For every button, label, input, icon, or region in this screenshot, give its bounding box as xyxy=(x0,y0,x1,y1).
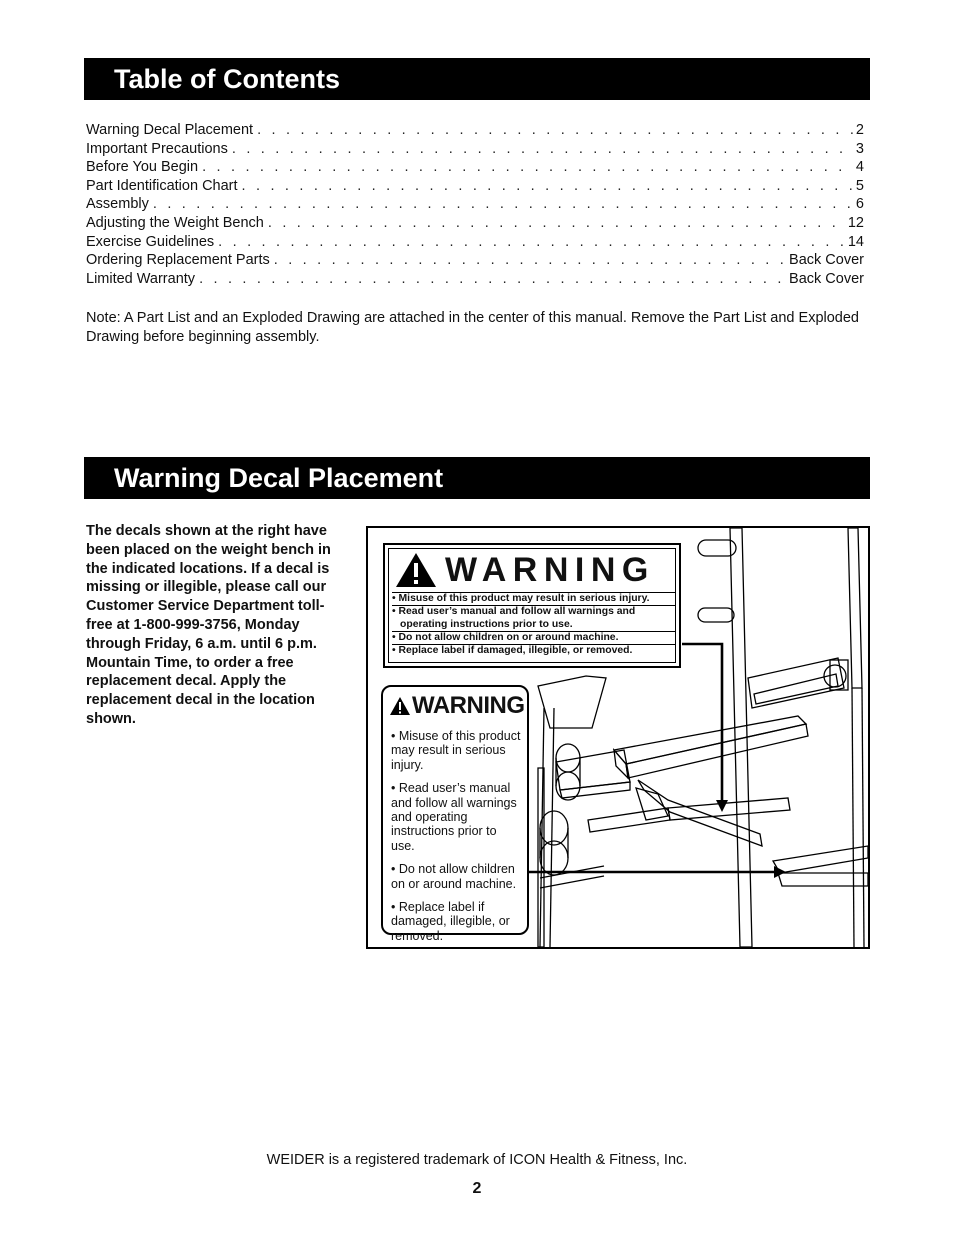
warning-triangle-icon xyxy=(395,552,437,588)
toc-leader xyxy=(218,234,845,250)
toc-leader xyxy=(232,141,853,157)
toc-leader xyxy=(274,252,786,268)
toc-leader xyxy=(199,271,786,287)
large-warning-decal xyxy=(383,543,681,668)
warning-section-heading: Warning Decal Placement xyxy=(84,457,870,499)
toc-entry-title: Adjusting the Weight Bench xyxy=(86,214,264,231)
toc-entry[interactable] xyxy=(86,178,864,197)
toc-entry[interactable] xyxy=(86,252,864,271)
toc-entry[interactable] xyxy=(86,196,864,215)
toc-entry-page: 4 xyxy=(855,159,864,176)
toc-entry[interactable] xyxy=(86,122,864,141)
large-decal-item: • Do not allow children on or around machine. xyxy=(392,631,675,644)
page-number: 2 xyxy=(472,1180,482,1197)
toc-entry-page: 14 xyxy=(847,233,864,250)
small-decal-item: • Misuse of this product may result in serious injury. xyxy=(391,729,521,772)
toc-entry-title: Warning Decal Placement xyxy=(86,122,254,138)
large-decal-item: • Misuse of this product may result in serious injury. xyxy=(392,592,675,605)
small-warning-decal xyxy=(381,685,529,943)
toc-entry-page: 5 xyxy=(855,177,864,194)
trademark-notice: WEIDER is a registered trademark of ICON Health & Fitness, Inc. xyxy=(266,1152,688,1168)
small-decal-item: • Read user’s manual and follow all warnings and operating instructions prior to use. xyxy=(391,781,517,853)
toc-leader xyxy=(153,196,853,212)
toc-entry-page: 12 xyxy=(847,214,864,231)
toc-entry[interactable] xyxy=(86,271,864,290)
large-decal-item: • Read user’s manual and follow all warnings and operating instructions prior to use. xyxy=(392,605,675,631)
toc-entry-title: Important Precautions xyxy=(86,140,228,157)
toc-leader xyxy=(268,215,845,231)
toc-entry-page: 6 xyxy=(855,196,864,213)
toc-note: Note: A Part List and an Exploded Drawing are attached in the center of this manual. Remove the Part List and Exploded Drawing before beginning assembly. xyxy=(86,310,859,345)
toc-entry-page: 3 xyxy=(855,140,864,157)
small-decal-items xyxy=(383,721,527,943)
toc-entry[interactable] xyxy=(86,234,864,253)
toc-entry-title: Exercise Guidelines xyxy=(86,233,215,250)
toc-leader xyxy=(257,122,853,138)
toc-entry-title: Limited Warranty xyxy=(86,270,196,287)
toc-entry[interactable] xyxy=(86,215,864,234)
toc-heading: Table of Contents xyxy=(84,58,870,100)
large-decal-heading: WARNING xyxy=(445,551,655,589)
large-decal-item: • Replace label if damaged, illegible, or removed. xyxy=(392,644,675,657)
toc-entry[interactable] xyxy=(86,159,864,178)
toc-entry-title: Ordering Replacement Parts xyxy=(86,252,270,269)
decal-instructions: The decals shown at the right have been placed on the weight bench in the indicated locations. If a decal is missing or illegible, please call our Customer Service Department toll-free at 1-800-999-3756, Monday through Friday, 6 a.m. until 6 p.m. Mountain Time, to order a free replacement decal. Apply the replacement decal in the location shown. xyxy=(86,523,331,727)
large-decal-items xyxy=(389,591,675,657)
toc-entry-page: 2 xyxy=(855,122,864,138)
small-decal-item: • Replace label if damaged, illegible, or removed. xyxy=(391,900,510,943)
small-decal-heading: WARNING xyxy=(412,692,525,719)
toc-entry-page: Back Cover xyxy=(789,270,864,287)
toc-entry[interactable] xyxy=(86,141,864,160)
toc-leader xyxy=(242,178,853,194)
decal-placement-figure xyxy=(366,526,870,949)
toc-entry-page: Back Cover xyxy=(789,252,864,269)
small-decal-item: • Do not allow children on or around machine. xyxy=(391,862,517,891)
toc-entry-title: Part Identification Chart xyxy=(86,177,238,194)
warning-triangle-icon xyxy=(389,696,411,716)
toc-list xyxy=(86,122,864,289)
toc-leader xyxy=(202,159,853,175)
toc-entry-title: Assembly xyxy=(86,196,149,213)
toc-entry-title: Before You Begin xyxy=(86,159,199,176)
